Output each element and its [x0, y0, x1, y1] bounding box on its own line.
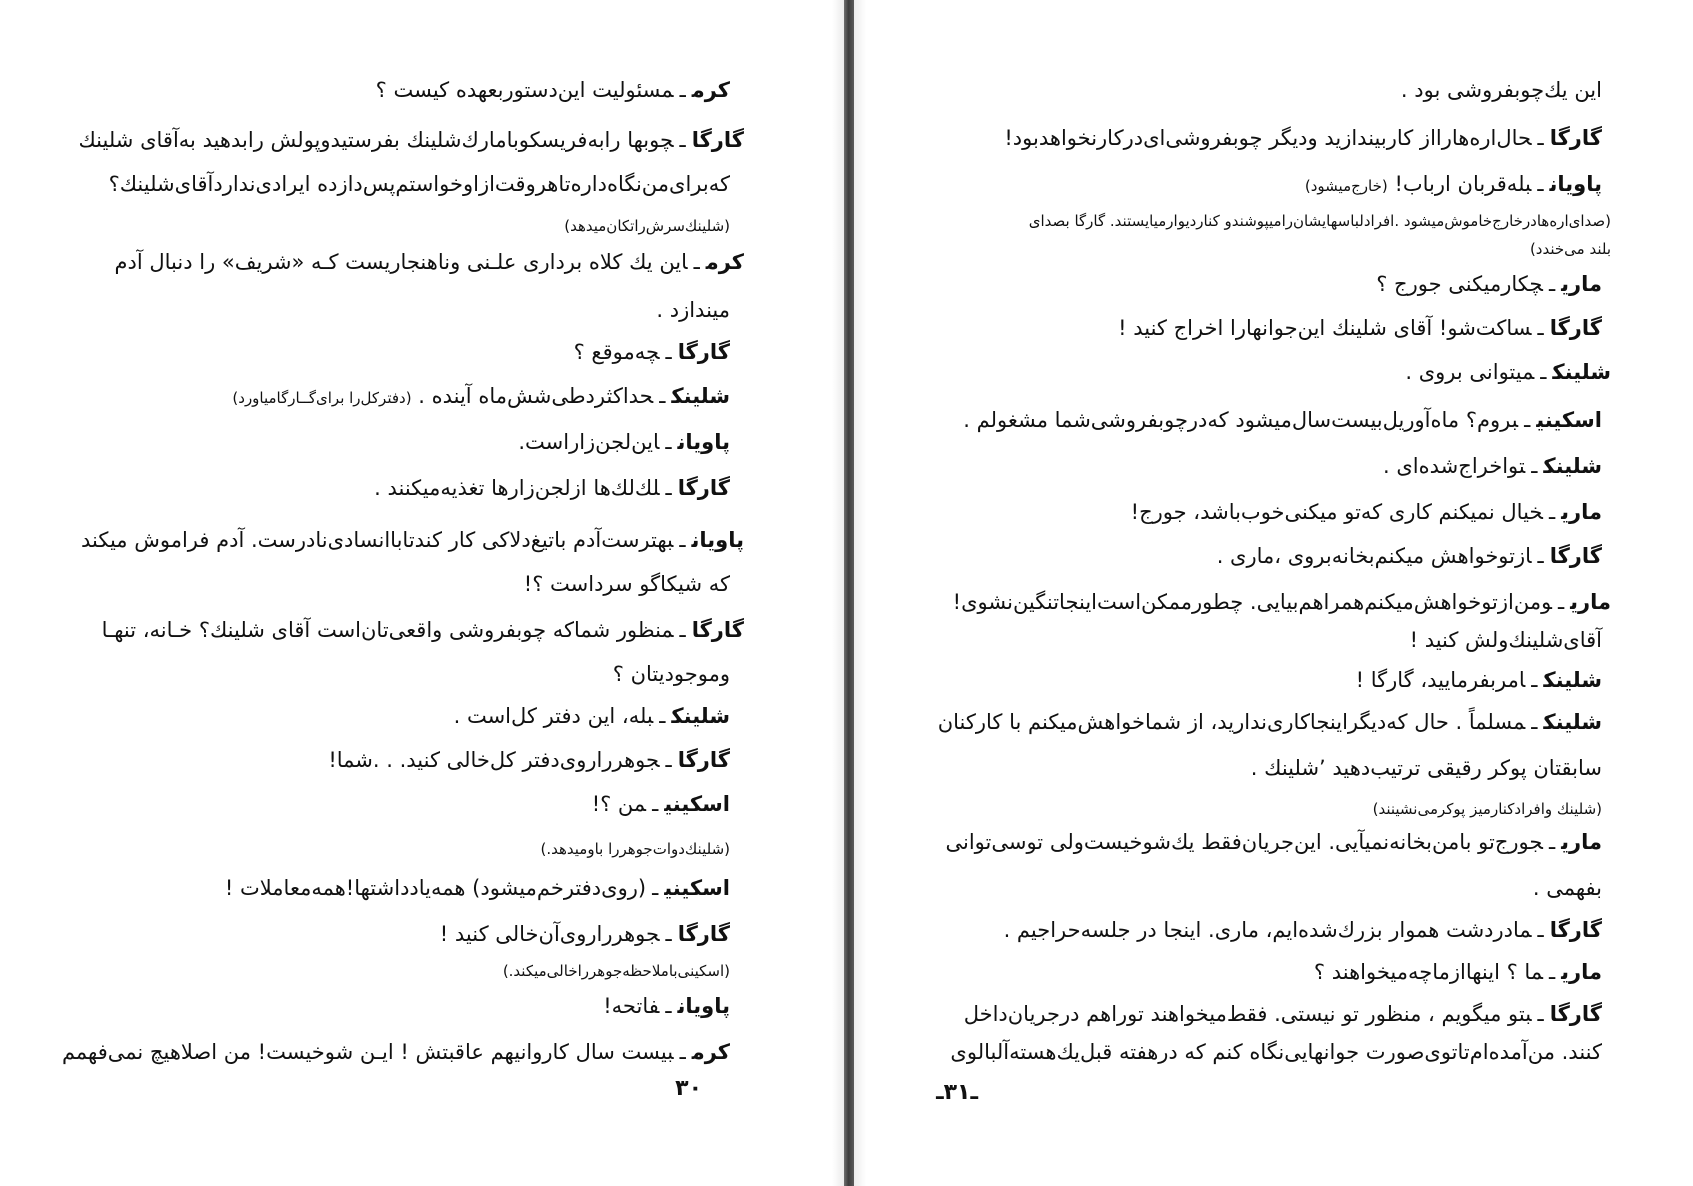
line-dash: ـ [1537, 316, 1544, 340]
stage-text: (صدای‌اره‌ها‌در‌خارج‌خاموش‌میشود .افراد‌لباسهایشان‌را‌میپوشند‌و کنار‌دیوار‌میایستند. گارگا بصدای [1028, 212, 1611, 230]
line-dash: ـ [1537, 126, 1544, 150]
script-line [524, 572, 730, 597]
dialogue-text: چه‌موقع ؟ [573, 340, 660, 364]
line-dash: ـ [1537, 1002, 1544, 1026]
line-dash: ـ [652, 792, 659, 816]
line-dash: ـ [1548, 960, 1556, 984]
script-line [1131, 500, 1602, 525]
line-dash: ـ [693, 250, 700, 274]
dialogue-text: مسئولیت این‌دستور‌بعهده کیست ؟ [375, 78, 674, 102]
speaker-name: گارگا [1549, 544, 1602, 568]
dialogue-text: که شیکاگو سرداست ؟! [523, 572, 730, 596]
stage-direction [1029, 212, 1611, 230]
speaker-name: شلینك [671, 384, 730, 408]
speaker-name: گارگا [691, 618, 744, 642]
speaker-name: ماری [1570, 590, 1611, 614]
script-line [1410, 628, 1602, 653]
line-dash: ـ [1537, 918, 1544, 942]
line-dash: ـ [1537, 544, 1544, 568]
line-dash: ـ [679, 128, 686, 152]
speaker-name: پاویان [1549, 172, 1602, 196]
script-line [1376, 272, 1602, 297]
line-dash: ـ [1531, 668, 1538, 692]
speaker-name: گارگا [1549, 1002, 1602, 1026]
line-dash: ـ [1531, 454, 1538, 478]
stage-direction [1530, 240, 1611, 258]
dialogue-text: جوهر‌راروی‌دفتر کل‌خالی کنید. . .شما! [328, 748, 660, 772]
speaker-name: اسکینی [664, 792, 730, 816]
dialogue-text: من ؟! [591, 792, 647, 816]
script-line [953, 590, 1611, 615]
stage-direction [1373, 800, 1602, 818]
line-dash: ـ [665, 476, 672, 500]
line-dash: ـ [665, 748, 672, 772]
speaker-name: شلینك [1543, 710, 1602, 734]
speaker-name: کرم [691, 78, 730, 102]
dialogue-text: تواخراج‌شده‌ای . [1383, 454, 1526, 478]
speaker-name: شلینك [671, 704, 730, 728]
dialogue-text: این‌لجن‌زاراست. [518, 430, 660, 454]
speaker-name: شلینك [1543, 668, 1602, 692]
script-line [1383, 454, 1602, 479]
speaker-name: گارگا [1549, 316, 1602, 340]
line-dash: ـ [679, 618, 686, 642]
line-dash: ـ [1524, 408, 1531, 432]
speaker-name: کرم [705, 250, 744, 274]
speaker-name: ماری [1561, 830, 1602, 854]
speaker-name: کرم [691, 1040, 730, 1064]
speaker-name: پاویان [691, 528, 744, 552]
dialogue-text: بله‌قربان ارباب! [1394, 172, 1532, 196]
stage-text: بلند می‌خندد) [1529, 240, 1611, 258]
dialogue-text: بله، این دفتر کل‌است . [453, 704, 654, 728]
script-line [1217, 544, 1602, 569]
script-line [328, 748, 730, 773]
dialogue-text: مادردشت هموار بزرك‌شده‌ایم، ماری. اینجا در جلسه‌حراجیم . [1003, 918, 1532, 942]
dialogue-text: بهترست‌آدم باتیغ‌دلاکی کار کندتاباانسادی‌نادرست. آدم فراموش میکند [81, 528, 674, 552]
dialogue-text: ما ؟ اینهاازما‌چه‌میخواهند ؟ [1313, 960, 1543, 984]
dialogue-text: که‌برای‌من‌نگاه‌داره‌تاهروقت‌ازاوخواستم‌پس‌دازده ایرادی‌ندارد‌آقای‌شلینك؟ [108, 172, 730, 196]
line-dash: ـ [1531, 710, 1538, 734]
script-line [603, 994, 730, 1019]
script-line [613, 662, 730, 687]
speaker-name: گارگا [1549, 918, 1602, 942]
speaker-name: پاویان [677, 994, 730, 1018]
line-dash: ـ [1548, 830, 1556, 854]
line-dash: ـ [1548, 500, 1556, 524]
speaker-name: گارگا [677, 922, 730, 946]
script-line [81, 528, 744, 553]
script-line [78, 128, 744, 153]
line-dash: ـ [665, 922, 672, 946]
dialogue-text: ومن‌ازتوخواهش‌میکنم‌همراهم‌بیایی. چطورممکن‌است‌اینجا‌تنگین‌نشوی! [952, 590, 1552, 614]
line-dash: ـ [652, 876, 659, 900]
line-dash: ـ [659, 384, 666, 408]
speaker-name: شلینك [1552, 360, 1611, 384]
stage-text: (شلینك وافرادکنار‌میز پوکر‌می‌نشینند) [1372, 800, 1602, 818]
dialogue-text: منظور شماکه چوبفروشی واقعی‌تان‌است آقای شلینك؟ خـانه، تنهـا [101, 618, 674, 642]
dialogue-text: این یك‌چوبفروشی بود . [1400, 78, 1602, 102]
speaker-name: ماری [1561, 272, 1602, 296]
script-line [945, 830, 1602, 855]
page-number: ـ۳۱ـ [936, 1080, 978, 1105]
speaker-name: شلینك [1543, 454, 1602, 478]
script-line [1401, 78, 1602, 103]
dialogue-text: چکارمیکنی جورج ؟ [1376, 272, 1543, 296]
left-page [0, 0, 844, 1186]
speaker-name: گارگا [677, 476, 730, 500]
speaker-name: اسکینی [1536, 408, 1602, 432]
script-line [1356, 668, 1602, 693]
dialogue-text: ساکت‌شو! آقای شلینك این‌جوانهارا اخراج کنید ! [1118, 316, 1532, 340]
script-line [1004, 918, 1602, 943]
dialogue-text: میتوانی بروی . [1405, 360, 1535, 384]
line-dash: ـ [679, 78, 686, 102]
gutter-shadow [832, 0, 844, 1186]
script-line [1305, 172, 1602, 197]
script-line [376, 78, 730, 103]
stage-text: (شلینك‌دوات‌جوهر‌را باو‌میدهد.) [540, 840, 730, 858]
dialogue-text: این یك کلاه برداری علـنی وناهنجاریست کـه «شریف» را دنبال آدم [114, 250, 688, 274]
dialogue-text: سابقتان پوکر رقیقی ترتیب‌دهید ٬شلینك . [1250, 756, 1602, 780]
script-line [656, 298, 730, 323]
speaker-name: گارگا [691, 128, 744, 152]
dialogue-text: مسلماً . حال که‌دیگر‌اینجاکاری‌ندارید، از شماخواهش‌میکنم با کارکنان [937, 710, 1526, 734]
dialogue-text: چوبها رابه‌فریسکوبامارك‌شلینك بفرستیدو‌پولش رابدهید به‌آقای شلینك [78, 128, 674, 152]
speaker-name: ماری [1561, 960, 1602, 984]
line-dash: ـ [659, 704, 666, 728]
script-line [963, 408, 1602, 433]
dialogue-text: خیال نمیکنم کاری که‌تو میکنی‌خوب‌باشد، جورج! [1130, 500, 1543, 524]
speaker-name: گارگا [677, 748, 730, 772]
stage-text: (دفتر‌کل‌را برای‌گــارگا‌میاورد) [232, 389, 412, 407]
stage-text: (شلینك‌سرش‌را‌تکان‌میدهد) [564, 217, 730, 235]
dialogue-text: میندازد . [656, 298, 730, 322]
dialogue-text: فاتحه! [603, 994, 660, 1018]
dialogue-text: کنند. من‌آمده‌ام‌تاتوی‌صورت جوانهایی‌نگاه کنم که درهفته قبل‌یك‌هسته‌آلبالوی [950, 1040, 1602, 1064]
script-line [440, 922, 730, 947]
dialogue-text: لك‌لك‌ها ازلجن‌زارها تغذیه‌میکنند . [374, 476, 660, 500]
book-gutter [844, 0, 854, 1186]
stage-direction [540, 840, 730, 858]
dialogue-text: امر‌بفرمایید، گارگا ! [1355, 668, 1526, 692]
stage-text: (اسکینی‌با‌ملاحظه‌جوهر‌را‌خالی‌میکند.) [502, 962, 730, 980]
line-dash: ـ [1540, 360, 1547, 384]
script-line [592, 792, 730, 817]
dialogue-text: وموجودیتان ؟ [612, 662, 730, 686]
script-line [950, 1040, 1602, 1065]
dialogue-text: جورج‌تو بامن‌بخانه‌نمیآیی. این‌جریان‌فقط یك‌شوخیست‌ولی توسی‌توانی [945, 830, 1543, 854]
script-line [964, 1002, 1602, 1027]
script-line [102, 618, 744, 643]
stage-text: (خارج‌میشود) [1304, 177, 1388, 195]
line-dash: ـ [665, 994, 672, 1018]
script-line [1405, 360, 1611, 385]
line-dash: ـ [1557, 590, 1565, 614]
right-page [854, 0, 1693, 1186]
dialogue-text: (روی‌دفتر‌خم‌میشود) همه‌یادداشتها!همه‌معاملات ! [224, 876, 647, 900]
page-number: ۳۰ [675, 1076, 702, 1101]
script-line [225, 876, 730, 901]
speaker-name: اسکینی [664, 876, 730, 900]
script-line [454, 704, 730, 729]
dialogue-text: ازتوخواهش میکنم‌بخانه‌بروی ،ماری . [1216, 544, 1532, 568]
stage-direction [564, 217, 730, 235]
dialogue-text: جوهر‌راروی‌آن‌خالی کنید ! [439, 922, 660, 946]
line-dash: ـ [1548, 272, 1556, 296]
script-line [574, 340, 730, 365]
dialogue-text: آقای‌شلینك‌ولش کنید ! [1409, 628, 1602, 652]
line-dash: ـ [679, 1040, 686, 1064]
script-line [374, 476, 730, 501]
script-line [1004, 126, 1602, 151]
line-dash: ـ [665, 340, 672, 364]
speaker-name: گارگا [677, 340, 730, 364]
line-dash: ـ [665, 430, 672, 454]
script-line [1533, 876, 1602, 901]
script-line [1314, 960, 1602, 985]
dialogue-text: بیست سال کاروانیهم عاقبتش ! ایـن شوخیست! من اصلاهیچ نمی‌فهمم [61, 1040, 674, 1064]
line-dash: ـ [679, 528, 686, 552]
script-line [1251, 756, 1602, 781]
stage-direction [503, 962, 730, 980]
script-line [62, 1040, 730, 1065]
speaker-name: گارگا [1549, 126, 1602, 150]
script-line [518, 430, 730, 455]
line-dash: ـ [1537, 172, 1544, 196]
script-line [109, 172, 730, 197]
dialogue-text: بفهمی . [1532, 876, 1602, 900]
script-line [938, 710, 1602, 735]
speaker-name: پاویان [677, 430, 730, 454]
speaker-name: ماری [1561, 500, 1602, 524]
dialogue-text: بتو میگویم ، منظور تو نیستی. فقط‌میخواهند توراهم درجریان‌داخل [963, 1002, 1532, 1026]
dialogue-text: حال‌اره‌هارااز کاربیندازید ودیگر چوبفروشی‌ای‌در‌کار‌نخواهدبود! [1004, 126, 1532, 150]
dialogue-text: حداکثر‌دطی‌شش‌ماه آینده . [418, 384, 654, 408]
script-line [1118, 316, 1602, 341]
dialogue-text: بروم؟ ماه‌آوریل‌بیست‌سال‌میشود که‌در‌چوبفروشی‌شما مشغولم . [963, 408, 1519, 432]
script-line [115, 250, 744, 275]
script-line [232, 384, 730, 409]
